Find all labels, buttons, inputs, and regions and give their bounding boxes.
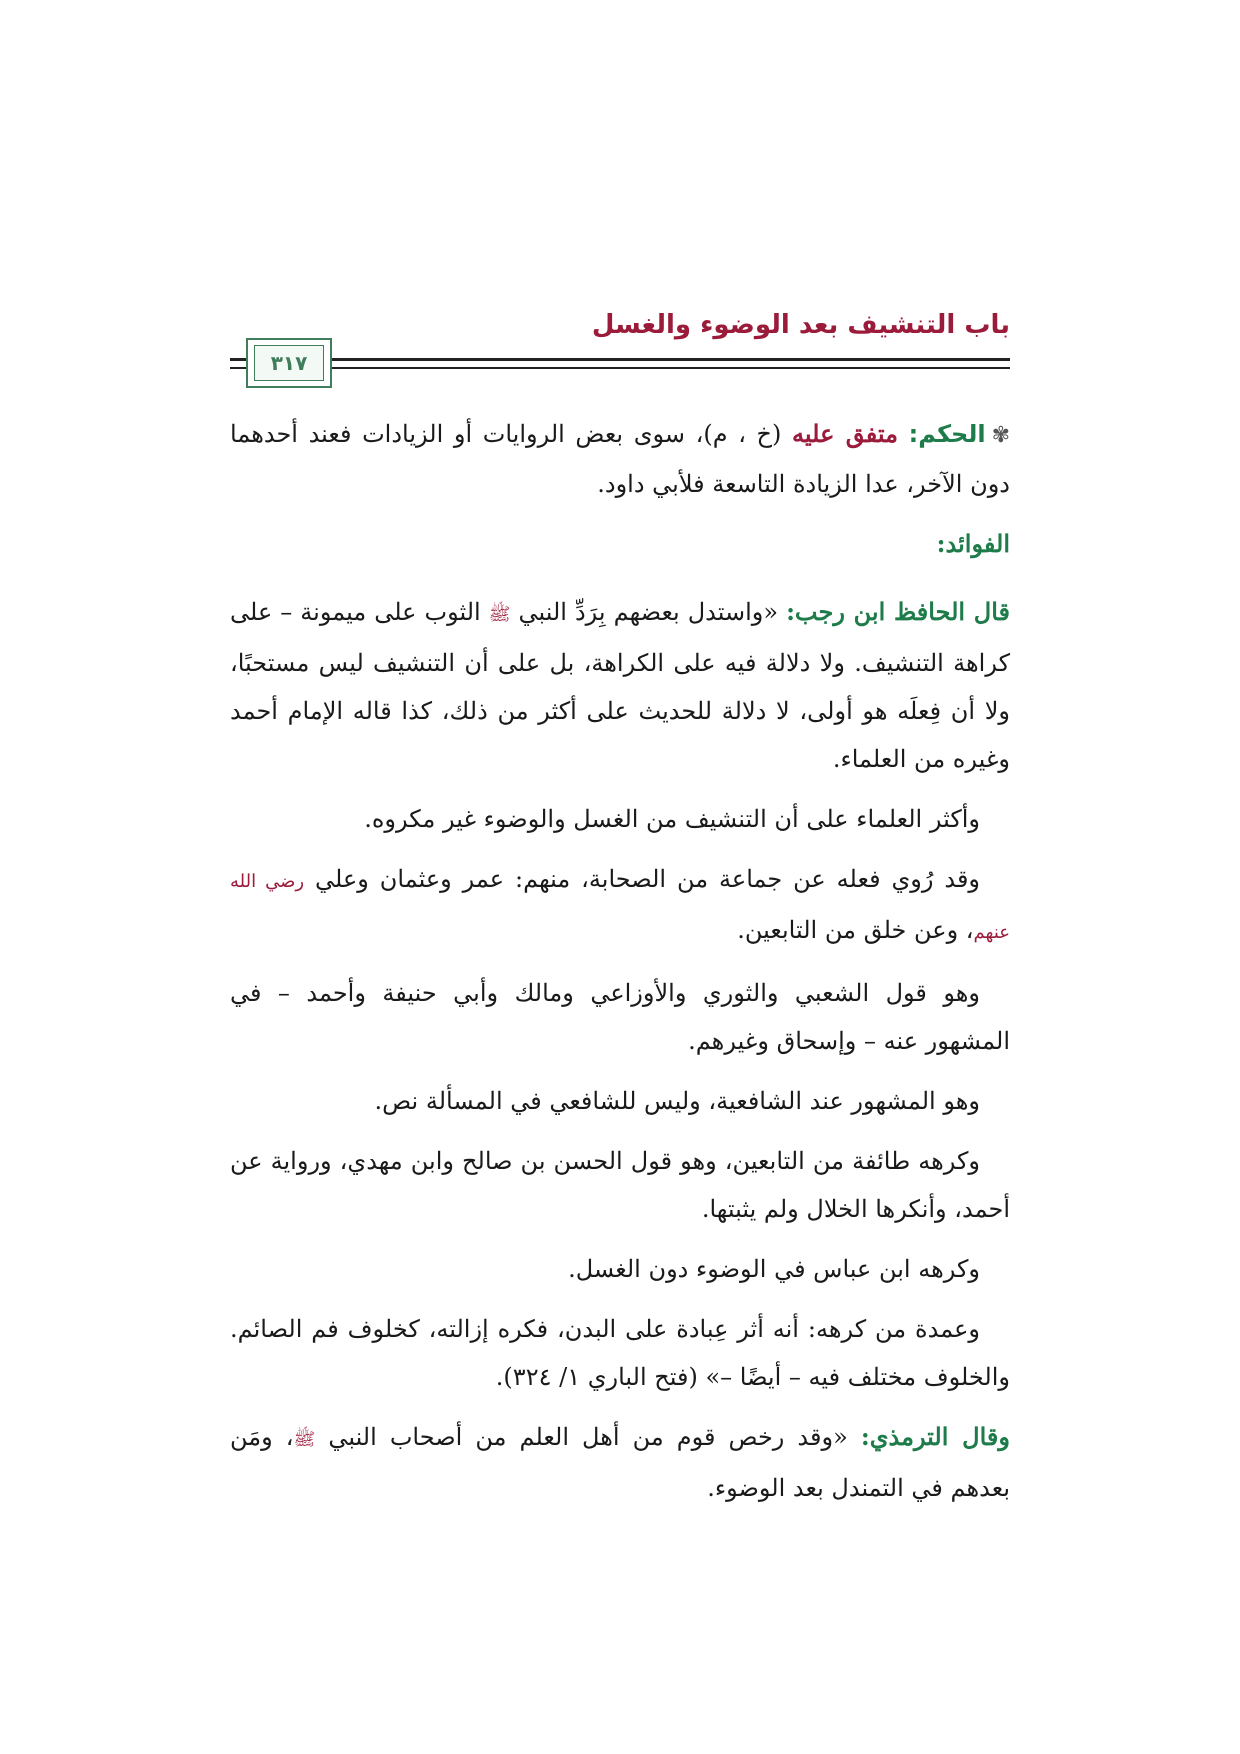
page-number-frame xyxy=(246,338,332,388)
narrated-text-a: وقد رُوي فعله عن جماعة من الصحابة، منهم: عمر وعثمان وعلي xyxy=(304,865,981,893)
paragraph-reason: وعمدة من كرهه: أنه أثر عِبادة على البدن، فكره إزالته، كخلوف فم الصائم. والخلوف مختلف فيه – أيضًا –» (فتح الباري ١/ ٣٢٤). xyxy=(230,1315,1010,1391)
paragraph-narrated xyxy=(230,855,1010,957)
salawat-icon-2: ﷺ xyxy=(293,1429,316,1450)
ruling-text: (خ ، م)، سوى بعض الروايات أو الزيادات فعند أحدهما دون الآخر، عدا الزيادة التاسعة فلأبي داود. xyxy=(230,420,1010,498)
page-header xyxy=(230,300,1010,390)
paragraph-ibn-abbas: وكرهه ابن عباس في الوضوء دون الغسل. xyxy=(568,1255,980,1283)
radiya-icon: رضي الله عنهم xyxy=(230,871,1010,943)
page-number: ٣١٧ xyxy=(254,345,324,381)
header-rule-bottom xyxy=(230,367,1010,369)
paragraph-majority: وأكثر العلماء على أن التنشيف من الغسل والوضوء غير مكروه. xyxy=(364,805,980,833)
flower-icon: ✾ xyxy=(991,423,1011,448)
ruling-paragraph xyxy=(230,410,1010,508)
quote-text-b: الثوب على ميمونة – على كراهة التنشيف. ولا دلالة فيه على الكراهة، بل على أن التنشيف ليس مستحبًا، ولا أن فِعلَه هو أولى، لا دلالة للحديث على أكثر من ذلك، كذا قاله الإمام أحمد وغيره من العلماء. xyxy=(230,598,1010,773)
quote-speaker: قال الحافظ ابن رجب: xyxy=(786,597,1011,626)
quote-tirmidhi xyxy=(230,1413,1010,1512)
ruling-label: الحكم: xyxy=(908,420,986,448)
page-content xyxy=(230,410,1010,1512)
quote2-text-b: ، ومَن بعدهم في التمندل بعد الوضوء. xyxy=(230,1423,1010,1502)
paragraph-shafii: وهو المشهور عند الشافعية، وليس للشافعي في المسألة نص. xyxy=(374,1087,980,1115)
paragraph-disliked: وكرهه طائفة من التابعين، وهو قول الحسن بن صالح وابن مهدي، ورواية عن أحمد، وأنكرها الخلال ولم يثبتها. xyxy=(230,1147,1010,1223)
chapter-title: باب التنشيف بعد الوضوء والغسل xyxy=(591,310,1010,340)
paragraph-saying: وهو قول الشعبي والثوري والأوزاعي ومالك وأبي حنيفة وأحمد – في المشهور عنه – وإسحاق وغيرهم. xyxy=(230,979,1010,1055)
fawaid-heading: الفوائد: xyxy=(936,529,1010,558)
quote2-text-a: «وقد رخص قوم من أهل العلم من أصحاب النبي xyxy=(315,1423,861,1451)
salawat-icon: ﷺ xyxy=(488,604,511,625)
quote-ibn-rajab xyxy=(230,588,1010,783)
header-rule-top xyxy=(230,358,1010,361)
quote2-speaker: وقال الترمذي: xyxy=(860,1422,1010,1451)
page xyxy=(230,300,1010,1524)
ruling-status: متفق عليه xyxy=(792,419,899,448)
narrated-text-b: ، وعن خلق من التابعين. xyxy=(737,916,974,944)
quote-text-a: «واستدل بعضهم بِرَدِّ النبي xyxy=(510,598,787,626)
